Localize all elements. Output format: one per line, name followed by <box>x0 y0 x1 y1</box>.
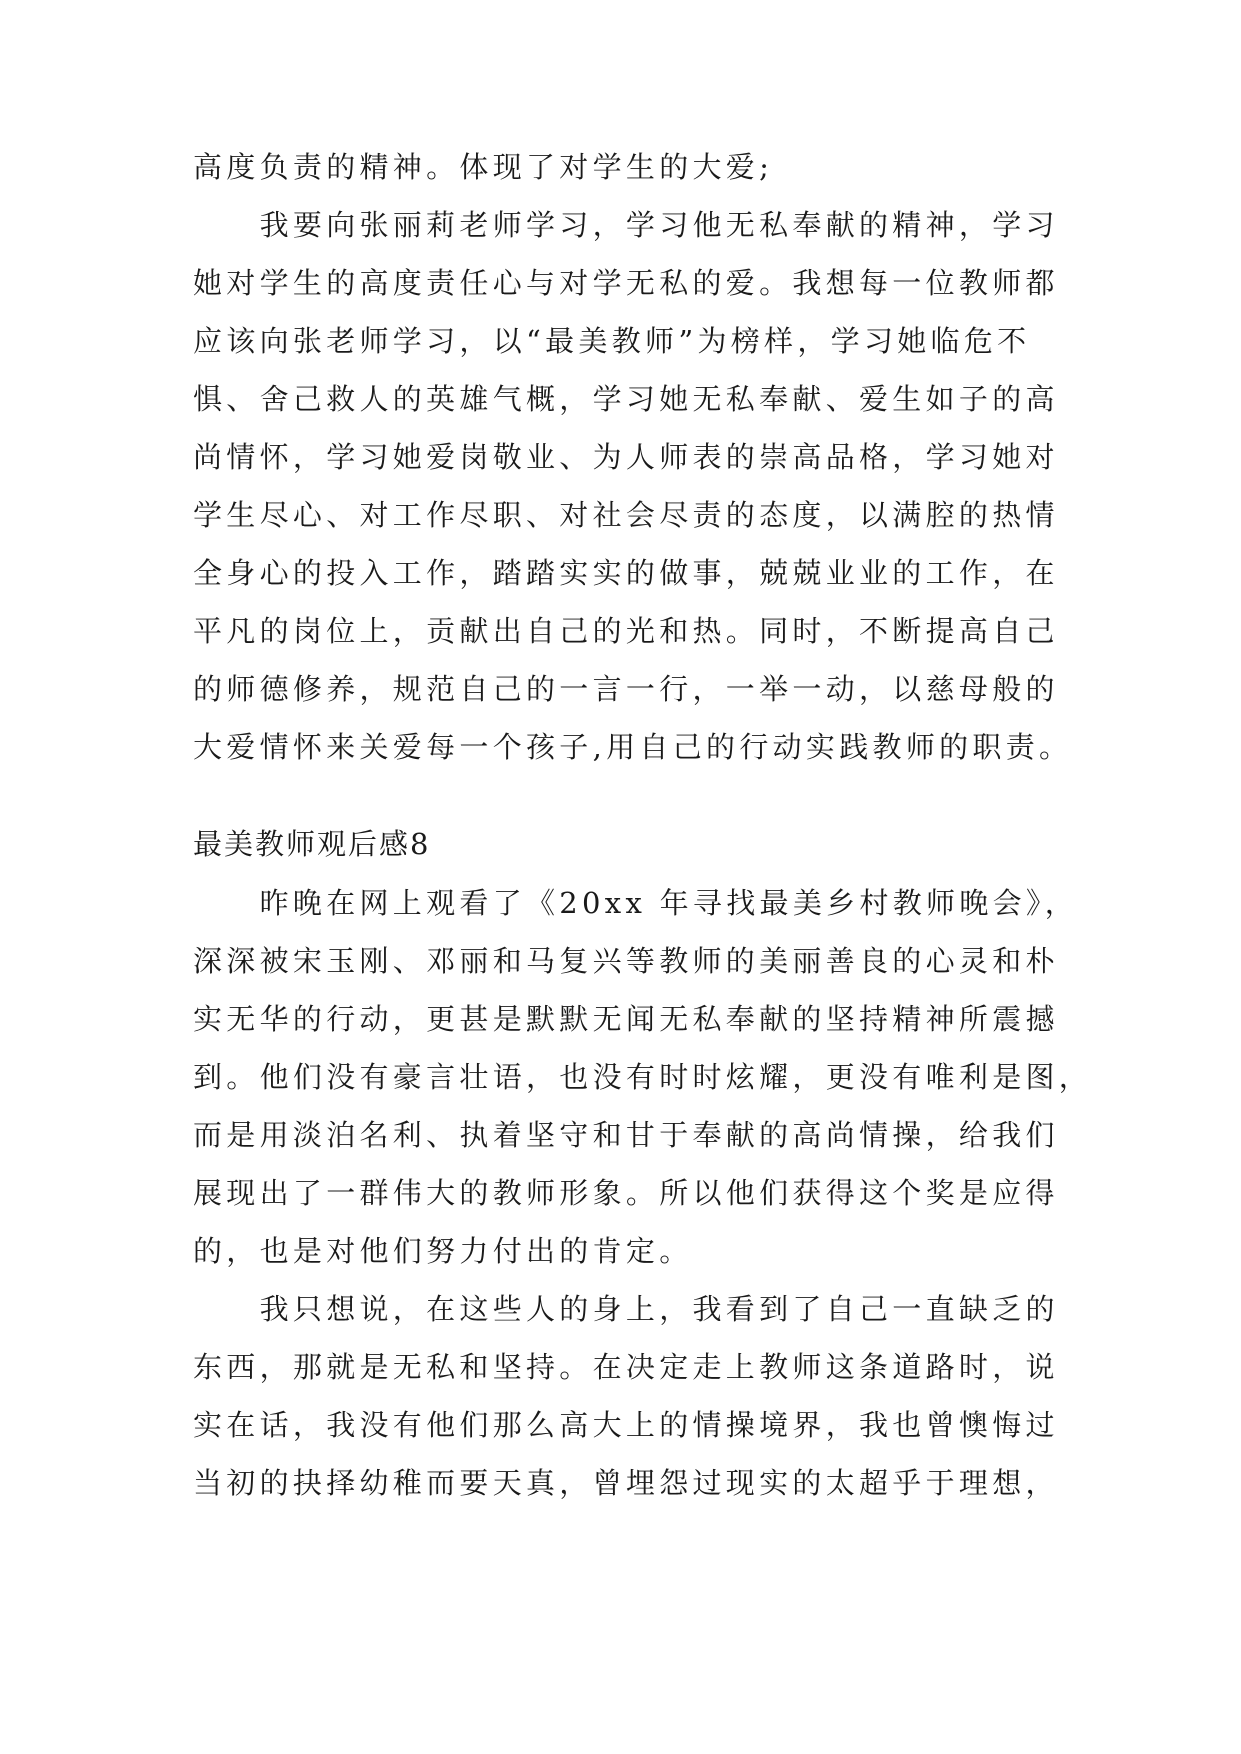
text-line: 我只想说，在这些人的身上，我看到了自己一直缺乏的 <box>193 1292 1059 1326</box>
text-line: 实无华的行动，更甚是默默无闻无私奉献的坚持精神所震撼 <box>193 1002 1059 1036</box>
text-line: 的师德修养，规范自己的一言一行，一举一动，以慈母般的 <box>193 672 1059 706</box>
text-line: 到。他们没有豪言壮语，也没有时时炫耀，更没有唯利是图， <box>193 1060 1093 1094</box>
text-line: 的，也是对他们努力付出的肯定。 <box>193 1234 693 1268</box>
text-line: 我要向张丽莉老师学习，学习他无私奉献的精神，学习 <box>193 208 1059 242</box>
text-line: 高度负责的精神。体现了对学生的大爱; <box>193 150 774 184</box>
text-line: 学生尽心、对工作尽职、对社会尽责的态度，以满腔的热情 <box>193 498 1059 532</box>
text-line: 惧、舍己救人的英雄气概，学习她无私奉献、爱生如子的高 <box>193 382 1059 416</box>
text-line: 她对学生的高度责任心与对学无私的爱。我想每一位教师都 <box>193 266 1059 300</box>
text-line: 应该向张老师学习，以“最美教师”为榜样，学习她临危不 <box>193 324 1031 358</box>
text-line: 深深被宋玉刚、邓丽和马复兴等教师的美丽善良的心灵和朴 <box>193 944 1059 978</box>
text-line: 昨晚在网上观看了《20xx 年寻找最美乡村教师晚会》， <box>193 886 1079 920</box>
text-line: 而是用淡泊名利、执着坚守和甘于奉献的高尚情操，给我们 <box>193 1118 1059 1152</box>
text-line: 东西，那就是无私和坚持。在决定走上教师这条道路时，说 <box>193 1350 1059 1384</box>
text-line: 尚情怀，学习她爱岗敬业、为人师表的崇高品格，学习她对 <box>193 440 1059 474</box>
text-line: 当初的抉择幼稚而要天真，曾埋怨过现实的太超乎于理想， <box>193 1466 1059 1500</box>
text-line: 展现出了一群伟大的教师形象。所以他们获得这个奖是应得 <box>193 1176 1059 1210</box>
section-heading: 最美教师观后感8 <box>193 827 431 861</box>
text-line: 实在话，我没有他们那么高大上的情操境界，我也曾懊悔过 <box>193 1408 1059 1442</box>
text-line: 全身心的投入工作，踏踏实实的做事，兢兢业业的工作，在 <box>193 556 1059 590</box>
text-line: 大爱情怀来关爱每一个孩子,用自己的行动实践教师的职责。 <box>193 730 1073 764</box>
text-line: 平凡的岗位上，贡献出自己的光和热。同时，不断提高自己 <box>193 614 1059 648</box>
